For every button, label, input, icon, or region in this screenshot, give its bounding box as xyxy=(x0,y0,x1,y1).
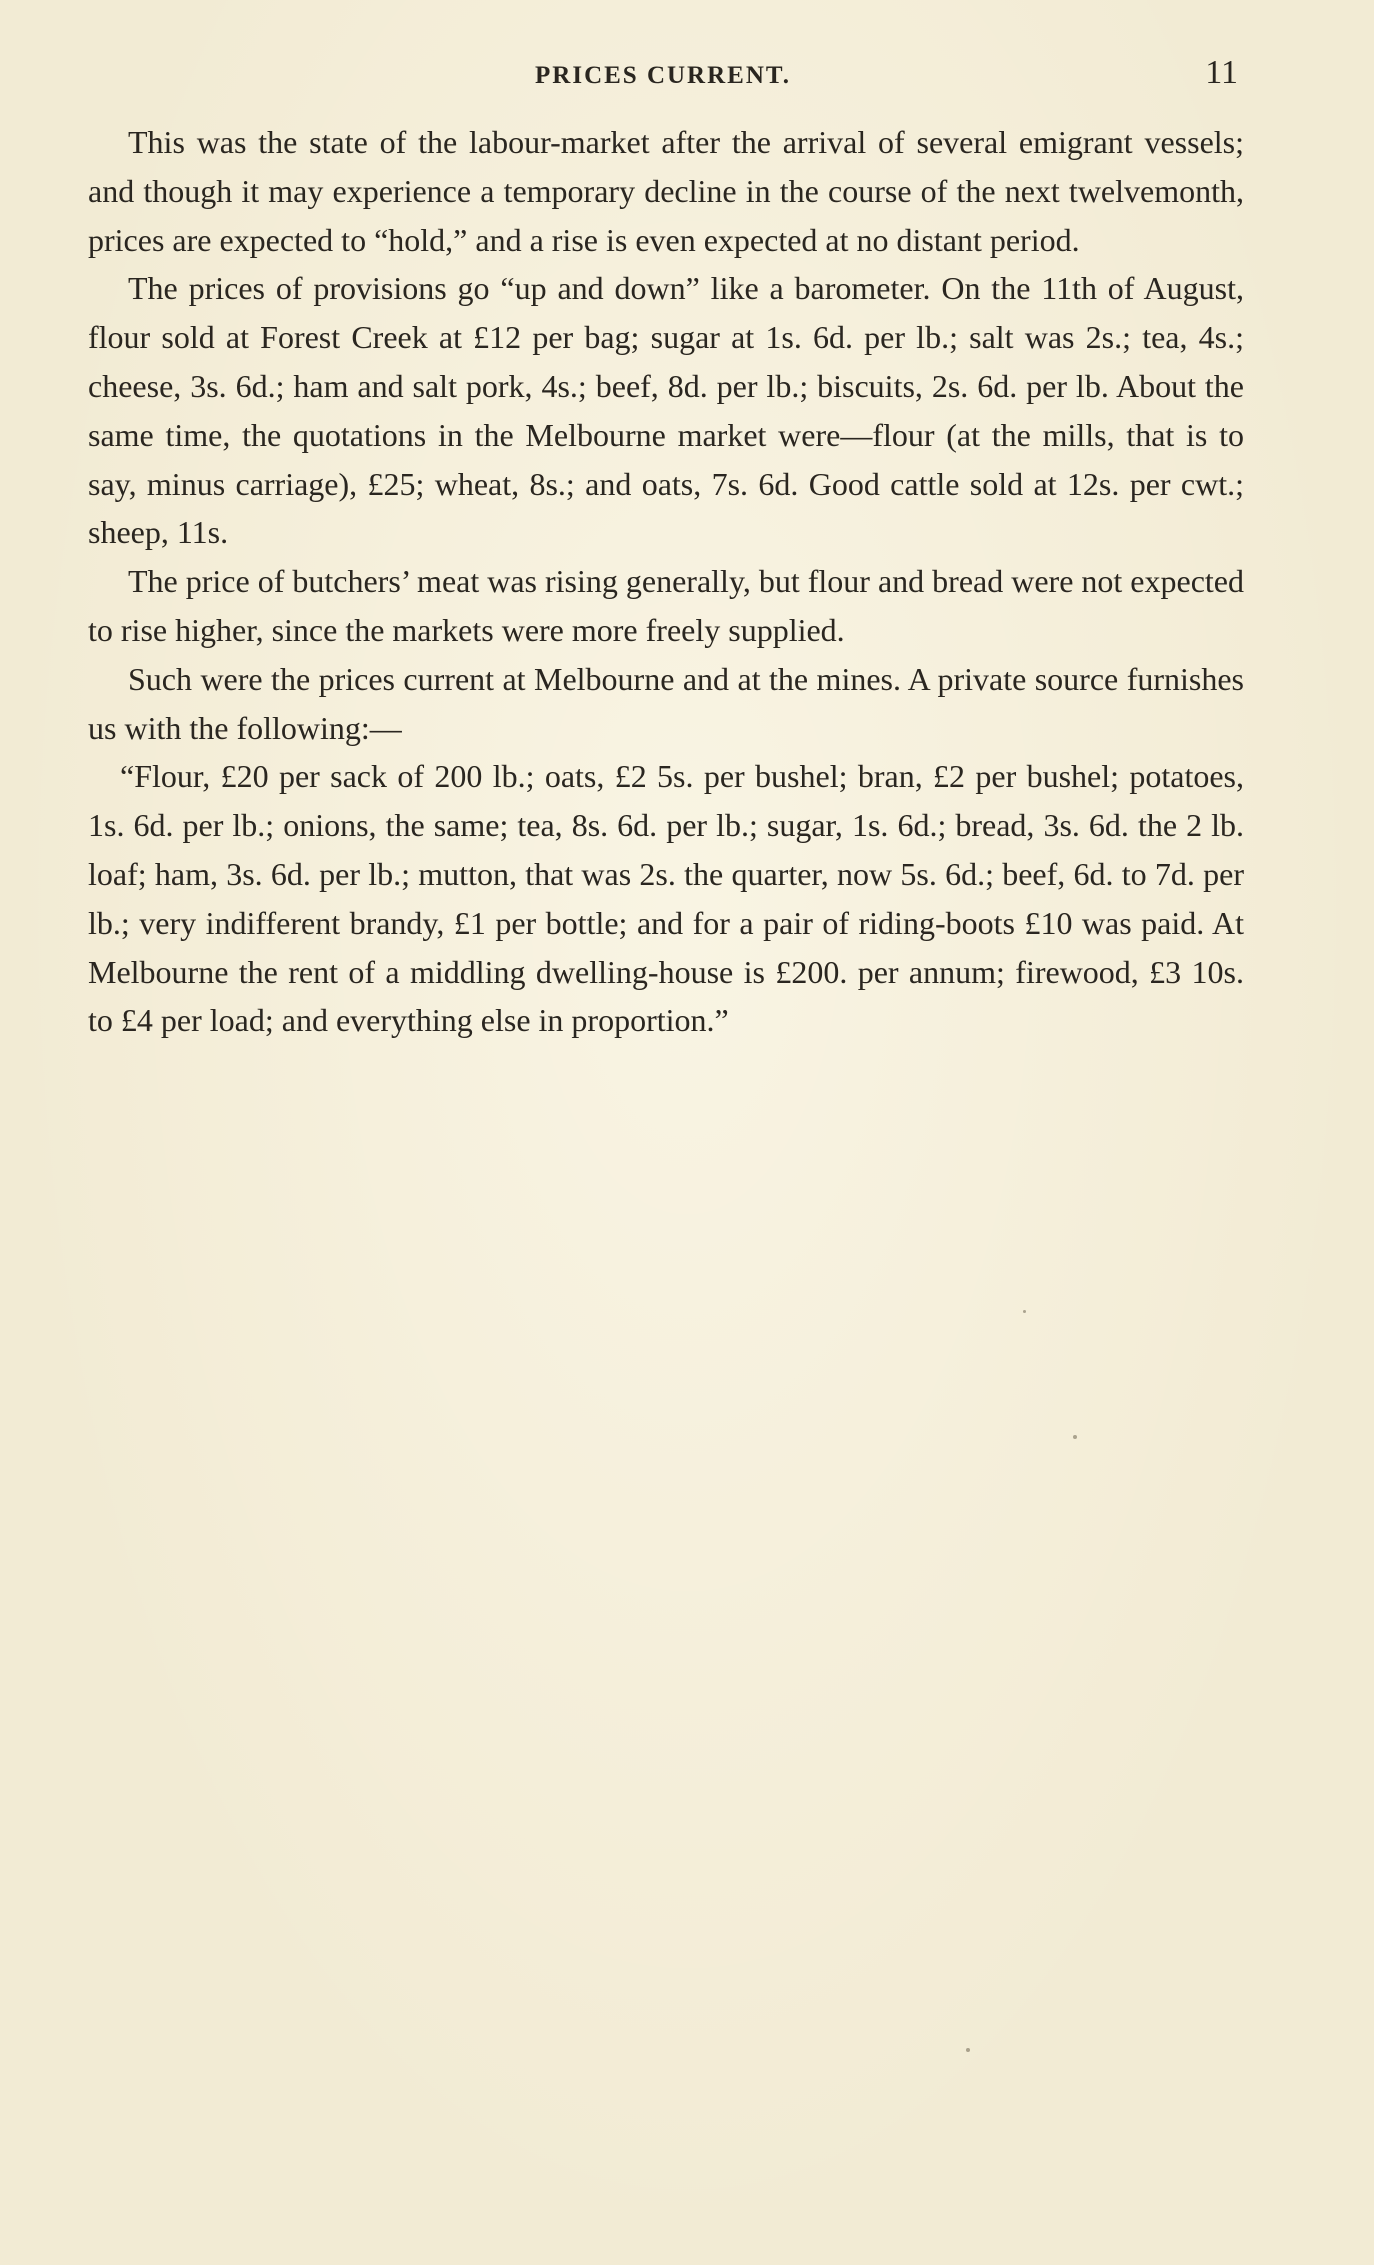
running-head xyxy=(88,52,1238,100)
page-number: 11 xyxy=(1205,54,1238,91)
paragraph-butchers-meat: The price of butchers’ meat was rising generally, but flour and bread were not expected to rise higher, since the markets were more freely supplied. xyxy=(88,563,1244,648)
running-title: PRICES CURRENT. xyxy=(535,62,791,89)
paragraph-provision-prices: The prices of provisions go “up and down” like a barometer. On the 11th of August, flour sold at Forest Creek at £12 per bag; sugar at 1s. 6d. per lb.; salt was 2s.; tea, 4s.; cheese, 3s. 6d.; ham and salt pork, 4s.; beef, 8d. per lb.; biscuits, 2s. 6d. per lb. About the same time, the quotations in the Melbourne market were—flour (at the mills, that is to say, minus carriage), £25; wheat, 8s.; and oats, 7s. 6d. Good cattle sold at 12s. per cwt.; sheep, 11s. xyxy=(88,270,1244,551)
paragraph-private-source: Such were the prices current at Melbourne and at the mines. A private source furnishes us with the following:— xyxy=(88,660,1244,746)
paper-speck xyxy=(1023,1310,1026,1313)
paper-speck xyxy=(1073,1435,1077,1439)
paragraph-quoted-prices: “Flour, £20 per sack of 200 lb.; oats, £2 5s. per bushel; bran, £2 per bushel; potatoes, 1s. 6d. per lb.; onions, the same; tea, 8s. 6d. per lb.; sugar, 1s. 6d.; bread, 3s. 6d. the 2 lb. loaf; ham, 3s. 6d. per lb.; mutton, that was 2s. the quarter, now 5s. 6d.; beef, 6d. to 7d. per lb.; very indifferent brandy, £1 per bottle; and for a pair of riding-boots £10 was paid. At Melbourne the rent of a middling dwelling-house is £200. per annum; firewood, £3 10s. to £4 per load; and everything else in proportion.” xyxy=(88,758,1244,1039)
paragraph-labour-market: This was the state of the labour-market after the arrival of several emigrant vessels; and though it may experience a temporary decline in the course of the next twelvemonth, prices are expected to “hold,” and a rise is even expected at no distant period. xyxy=(88,124,1244,258)
paper-speck xyxy=(966,2048,970,2052)
body-text xyxy=(88,118,1244,1045)
